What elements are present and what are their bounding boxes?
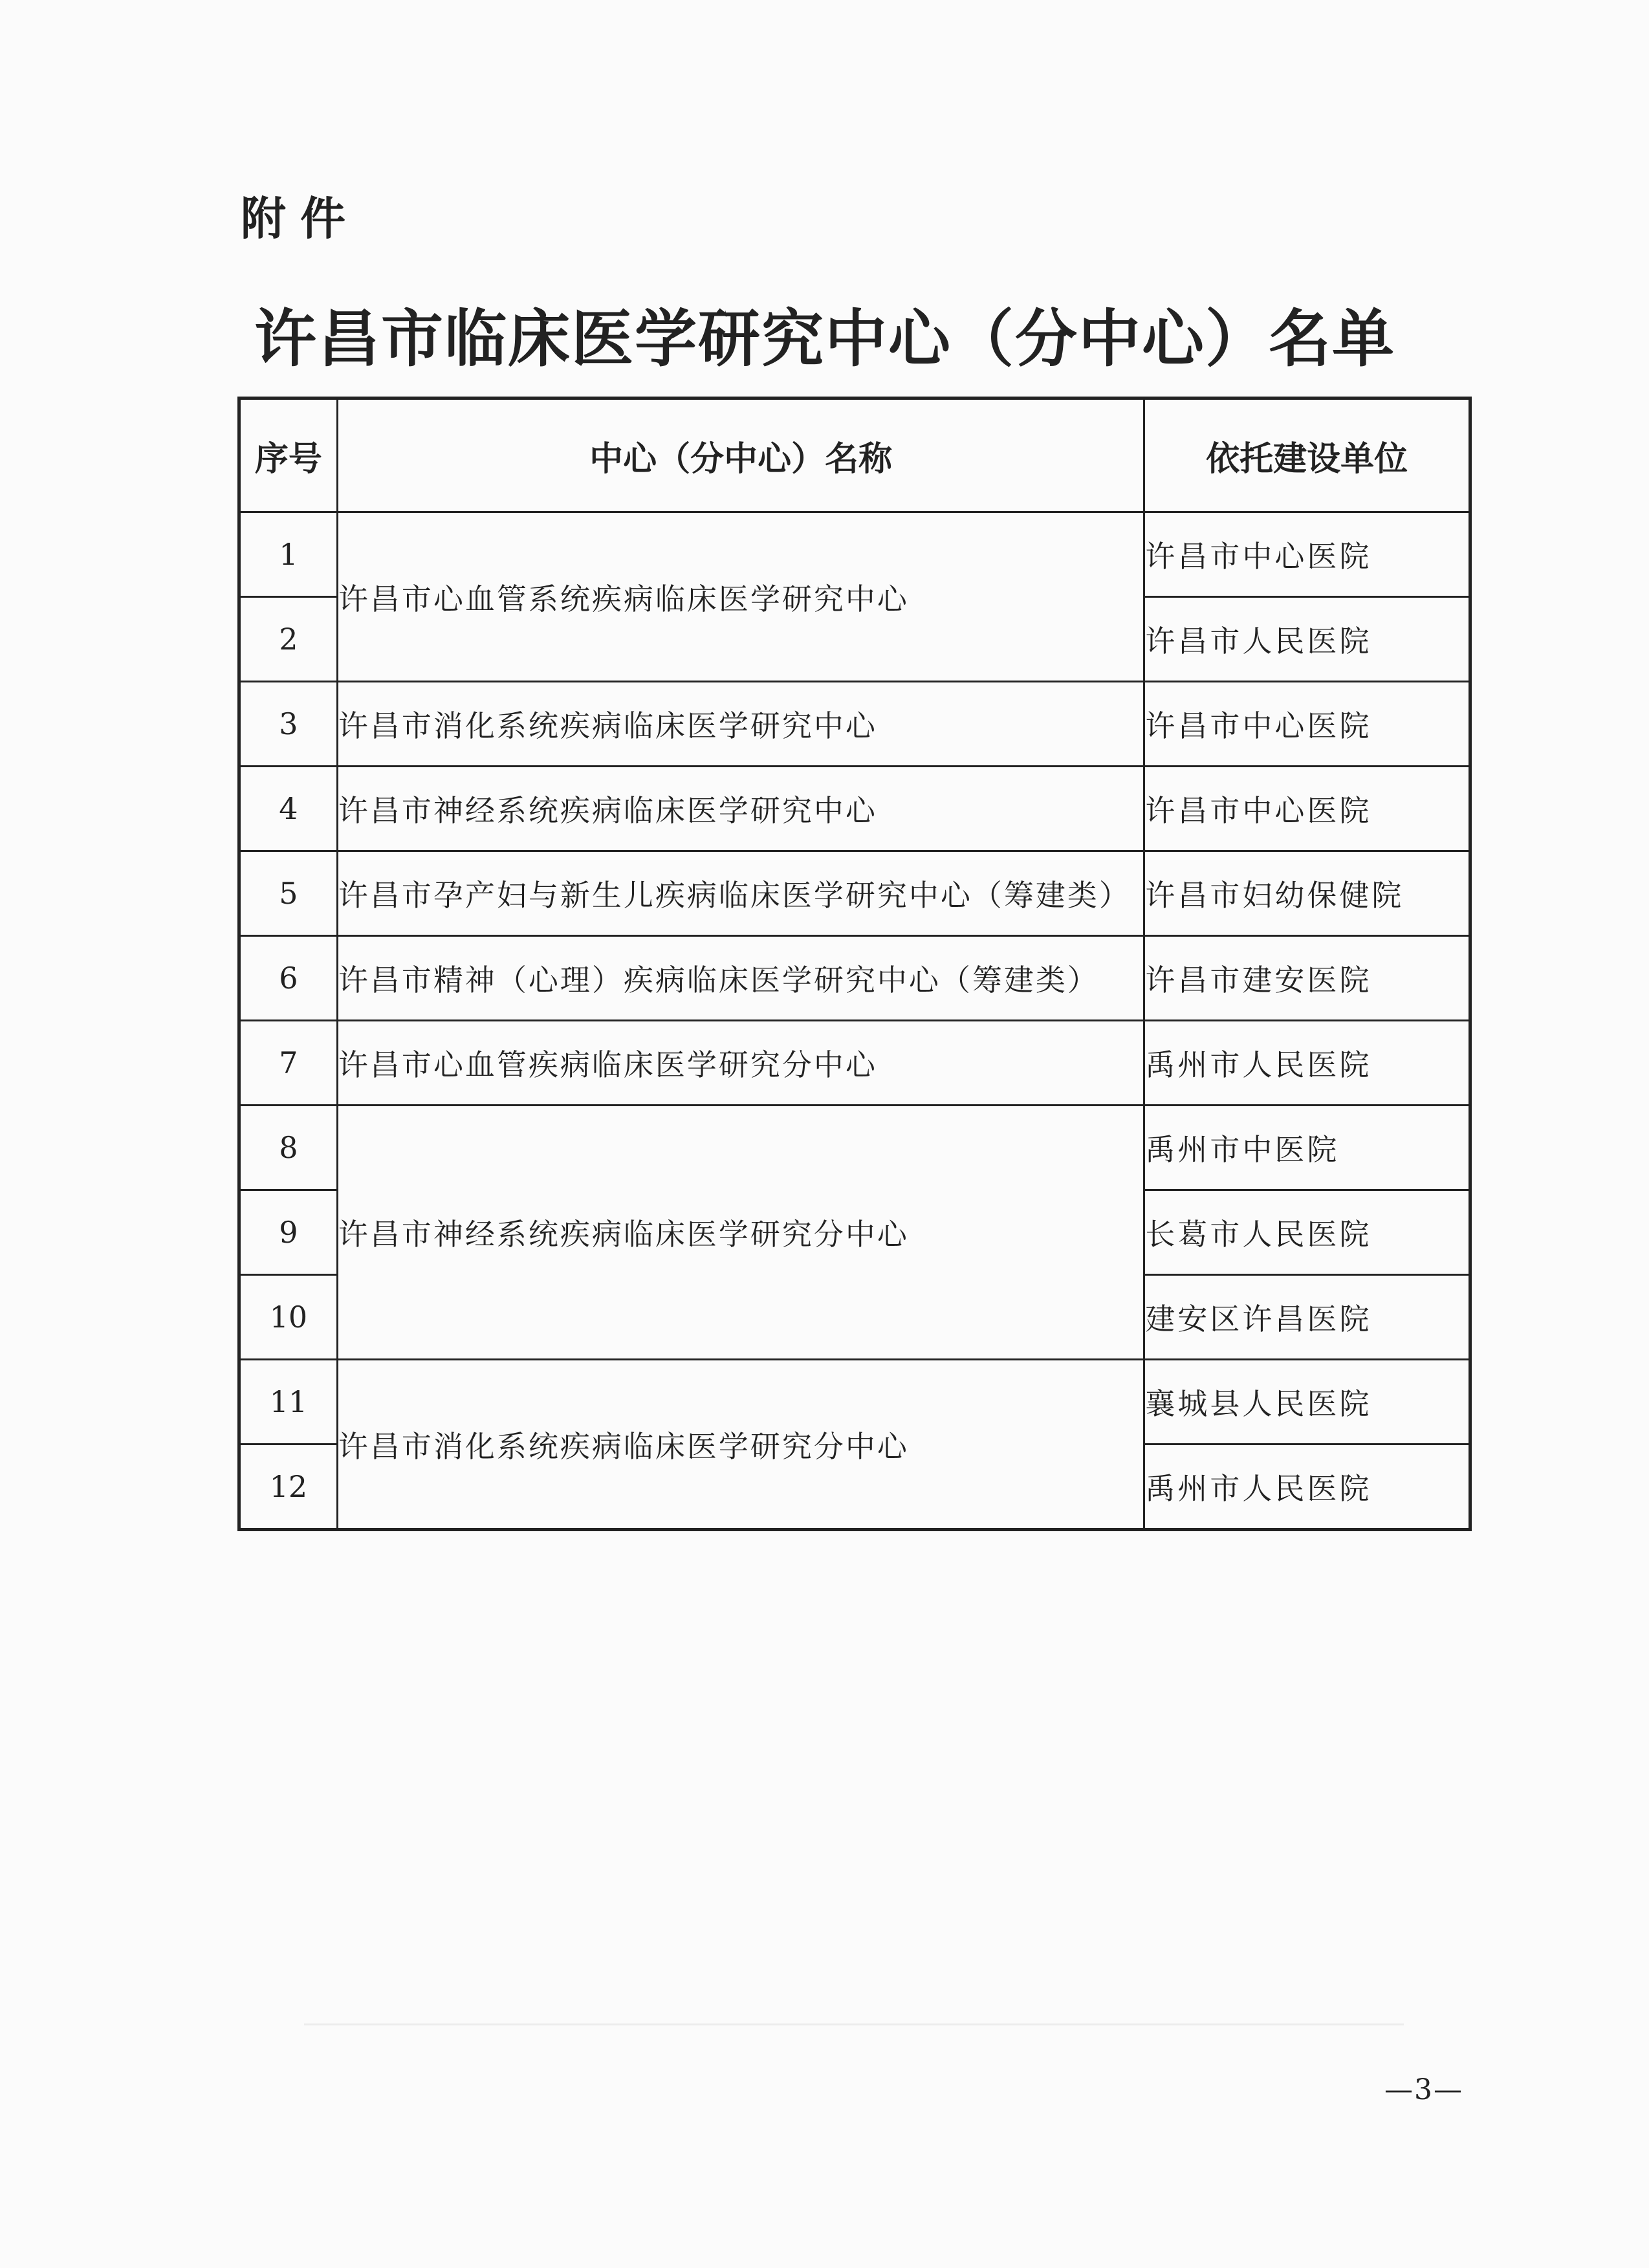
table-row <box>239 851 1470 936</box>
center-name: 许昌市心血管疾病临床医学研究分中心 <box>337 1021 1144 1106</box>
row-index: 6 <box>239 936 338 1021</box>
header-host-unit: 依托建设单位 <box>1144 398 1470 512</box>
row-index: 9 <box>239 1190 338 1275</box>
row-index: 1 <box>239 512 338 597</box>
center-name: 许昌市心血管系统疾病临床医学研究中心 <box>337 512 1144 682</box>
document-title: 许昌市临床医学研究中心（分中心）名单 <box>254 303 1395 375</box>
table-row <box>239 512 1470 597</box>
host-unit: 建安区许昌医院 <box>1144 1275 1470 1360</box>
host-unit: 许昌市妇幼保健院 <box>1144 851 1470 936</box>
host-unit: 长葛市人民医院 <box>1144 1190 1470 1275</box>
table-row <box>239 936 1470 1021</box>
center-name: 许昌市精神（心理）疾病临床医学研究中心（筹建类） <box>337 936 1144 1021</box>
center-name: 许昌市神经系统疾病临床医学研究分中心 <box>337 1106 1144 1360</box>
row-index: 2 <box>239 597 338 682</box>
table-row <box>239 1106 1470 1190</box>
host-unit: 禹州市中医院 <box>1144 1106 1470 1190</box>
host-unit: 襄城县人民医院 <box>1144 1360 1470 1445</box>
page-number: —3— <box>1384 2073 1463 2106</box>
row-index: 10 <box>239 1275 338 1360</box>
attachment-label: 附件 <box>241 192 360 245</box>
scan-bleed-line <box>304 2023 1404 2025</box>
row-index: 8 <box>239 1106 338 1190</box>
table-row <box>239 1021 1470 1106</box>
center-list-table <box>237 397 1472 1531</box>
host-unit: 许昌市人民医院 <box>1144 597 1470 682</box>
table-row <box>239 1360 1470 1445</box>
row-index: 3 <box>239 682 338 767</box>
row-index: 7 <box>239 1021 338 1106</box>
host-unit: 许昌市中心医院 <box>1144 682 1470 767</box>
center-name: 许昌市神经系统疾病临床医学研究中心 <box>337 767 1144 851</box>
header-index: 序号 <box>239 398 338 512</box>
row-index: 5 <box>239 851 338 936</box>
row-index: 11 <box>239 1360 338 1445</box>
table-header-row <box>239 398 1470 512</box>
center-name: 许昌市消化系统疾病临床医学研究中心 <box>337 682 1144 767</box>
table-row <box>239 767 1470 851</box>
header-center-name: 中心（分中心）名称 <box>337 398 1144 512</box>
host-unit: 许昌市中心医院 <box>1144 767 1470 851</box>
center-name: 许昌市孕产妇与新生儿疾病临床医学研究中心（筹建类） <box>337 851 1144 936</box>
host-unit: 禹州市人民医院 <box>1144 1021 1470 1106</box>
table-row <box>239 682 1470 767</box>
host-unit: 许昌市中心医院 <box>1144 512 1470 597</box>
row-index: 4 <box>239 767 338 851</box>
row-index: 12 <box>239 1445 338 1530</box>
host-unit: 禹州市人民医院 <box>1144 1445 1470 1530</box>
host-unit: 许昌市建安医院 <box>1144 936 1470 1021</box>
center-name: 许昌市消化系统疾病临床医学研究分中心 <box>337 1360 1144 1530</box>
